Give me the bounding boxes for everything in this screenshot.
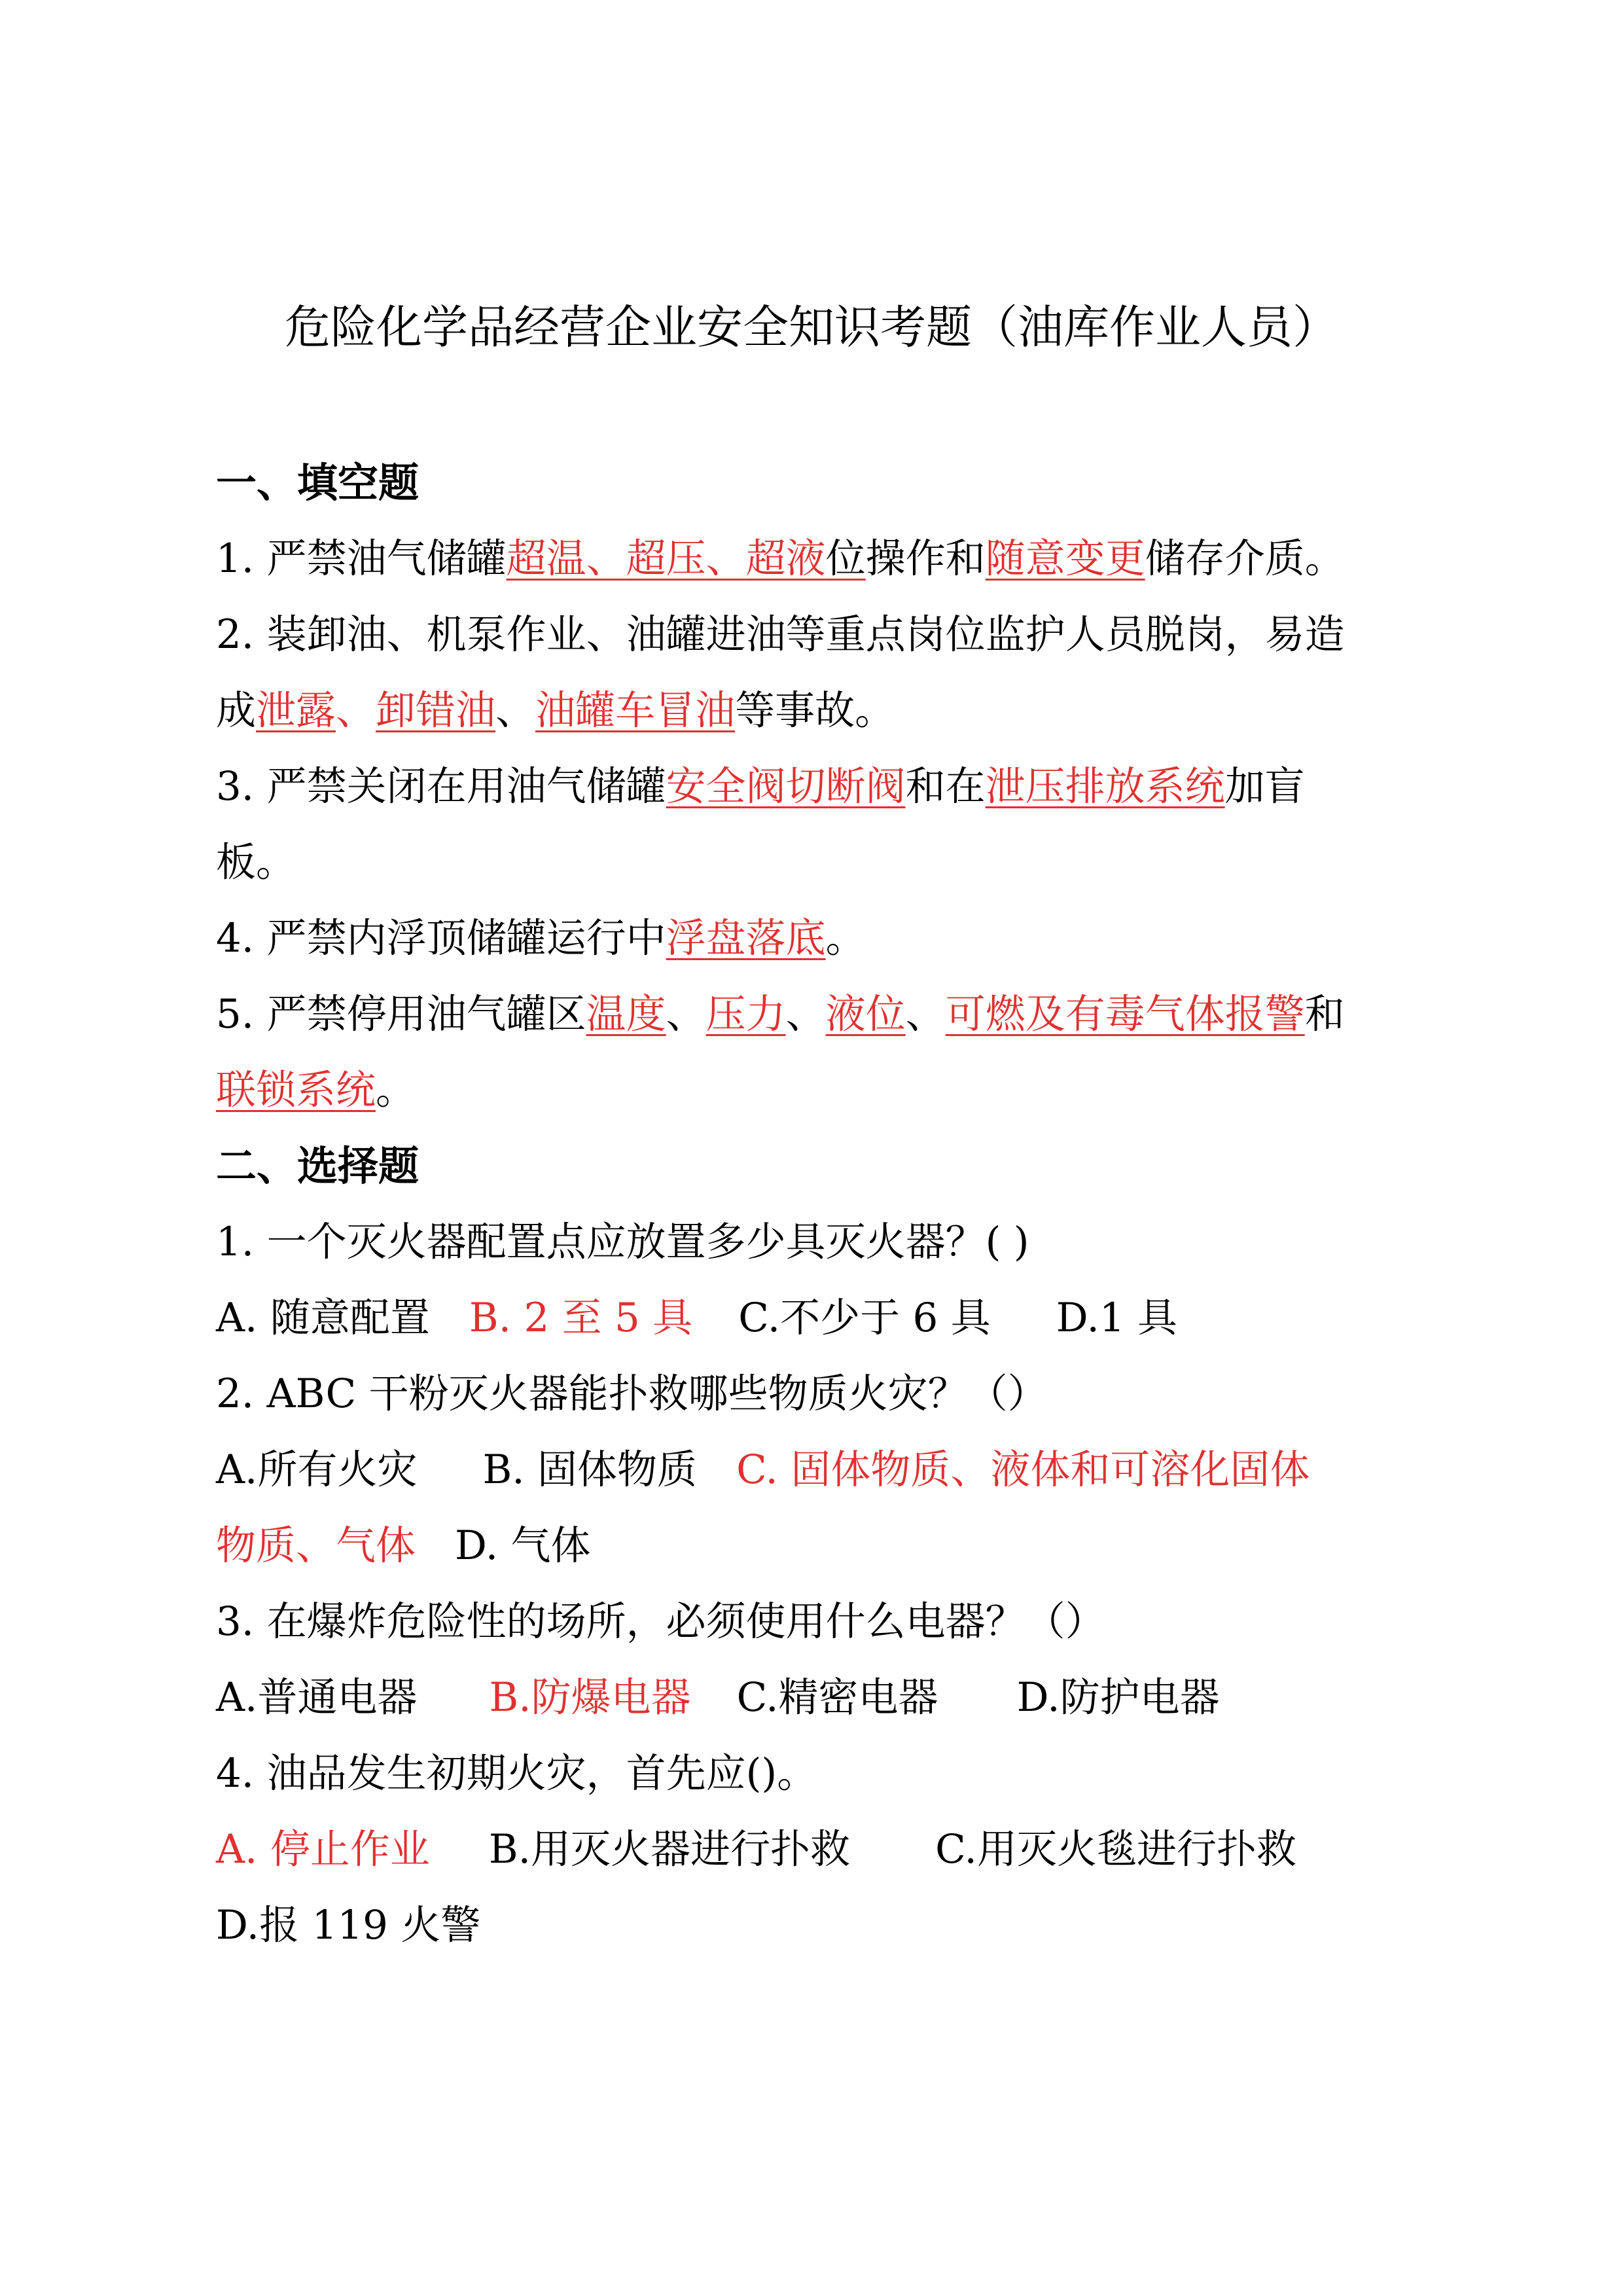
answer-separator: 、 bbox=[705, 535, 746, 582]
option-a: A.所有火灾 bbox=[216, 1446, 418, 1493]
answer-blank: 可燃及有毒气体报警 bbox=[945, 991, 1305, 1037]
answer-blank: 泄压排放系统 bbox=[985, 763, 1225, 810]
choice-question-1-stem: 1. 一个灭火器配置点应放置多少具灭火器？( ) bbox=[216, 1219, 1029, 1265]
fill-question-5-line-1 bbox=[216, 977, 1446, 1052]
document-title: 危险化学品经营企业安全知识考题（油库作业人员） bbox=[285, 300, 1338, 354]
option-a-correct: A. 停止作业 bbox=[216, 1826, 430, 1873]
question-text: 。 bbox=[376, 1067, 416, 1113]
fill-question-4 bbox=[216, 901, 1446, 977]
answer-blank: 超压 bbox=[626, 535, 706, 582]
answer-blank: 温度 bbox=[586, 991, 666, 1037]
choice-question-3-stem: 3. 在爆炸危险性的场所，必须使用什么电器？（） bbox=[216, 1598, 1105, 1645]
option-a: A.普通电器 bbox=[216, 1674, 418, 1721]
choice-question-1-options bbox=[216, 1280, 1446, 1356]
option-c-correct: C. 固体物质、液体和可溶化固体 bbox=[736, 1446, 1310, 1493]
answer-separator: 、 bbox=[495, 687, 536, 734]
option-b-correct: B. 2 至 5 具 bbox=[469, 1295, 693, 1341]
answer-blank: 随意变更 bbox=[985, 535, 1145, 582]
choice-question-4-options-line-2: D.报 119 火警 bbox=[216, 1902, 481, 1948]
question-text: 加盲 bbox=[1224, 763, 1305, 810]
choice-question-2-stem: 2. ABC 干粉灭火器能扑救哪些物质火灾？（） bbox=[216, 1371, 1048, 1417]
option-c-correct-continued: 物质、气体 bbox=[216, 1522, 416, 1569]
answer-blank: 超温 bbox=[506, 535, 586, 582]
choice-question-2-options-line-2 bbox=[216, 1508, 1446, 1584]
question-text: 和 bbox=[1304, 991, 1345, 1037]
section-heading-fill-in: 一、填空题 bbox=[216, 459, 419, 507]
question-text: 储存介质。 bbox=[1145, 535, 1345, 582]
question-text: 操作和 bbox=[865, 535, 986, 582]
fill-question-2-line-1: 2. 装卸油、机泵作业、油罐进油等重点岗位监护人员脱岗，易造 bbox=[216, 611, 1345, 658]
question-text: 位 bbox=[825, 535, 866, 582]
option-b: B.用灭火器进行扑救 bbox=[488, 1826, 851, 1873]
choice-question-4-stem: 4. 油品发生初期火灾，首先应()。 bbox=[216, 1750, 817, 1797]
choice-question-2-options-line-1 bbox=[216, 1432, 1446, 1508]
answer-separator: 、 bbox=[586, 535, 626, 582]
fill-question-5-line-2 bbox=[216, 1052, 1446, 1128]
answer-blank: 超液 bbox=[745, 535, 826, 582]
question-text: 5. 严禁停用油气罐区 bbox=[216, 991, 586, 1037]
option-d: D.防护电器 bbox=[1016, 1674, 1220, 1721]
answer-blank: 安全阀切断阀 bbox=[666, 763, 906, 810]
choice-question-3-options bbox=[216, 1660, 1446, 1736]
question-text: 等事故。 bbox=[735, 687, 895, 734]
option-a: A. 随意配置 bbox=[216, 1295, 430, 1341]
question-text: 。 bbox=[825, 915, 866, 961]
answer-separator: 、 bbox=[666, 991, 706, 1037]
option-c: C.用灭火毯进行扑救 bbox=[935, 1826, 1296, 1873]
answer-blank: 联锁系统 bbox=[216, 1067, 376, 1113]
option-d: D.1 具 bbox=[1056, 1295, 1178, 1341]
choice-question-4-options-line-1 bbox=[216, 1812, 1446, 1888]
fill-question-2-line-2 bbox=[216, 673, 1446, 749]
answer-separator: 、 bbox=[905, 991, 946, 1037]
fill-question-3-line-2: 板。 bbox=[216, 839, 296, 886]
option-c: C.不少于 6 具 bbox=[738, 1295, 991, 1341]
fill-question-3-line-1 bbox=[216, 749, 1446, 825]
option-b-correct: B.防爆电器 bbox=[489, 1674, 691, 1721]
option-b: B. 固体物质 bbox=[482, 1446, 698, 1493]
question-text: 成 bbox=[216, 687, 257, 734]
answer-blank: 卸错油 bbox=[376, 687, 496, 734]
answer-separator: 、 bbox=[785, 991, 826, 1037]
answer-separator: 、 bbox=[336, 687, 376, 734]
question-text: 4. 严禁内浮顶储罐运行中 bbox=[216, 915, 666, 961]
option-d: D. 气体 bbox=[455, 1522, 591, 1569]
fill-question-1 bbox=[216, 521, 1446, 597]
answer-blank: 液位 bbox=[825, 991, 906, 1037]
answer-blank: 泄露 bbox=[256, 687, 336, 734]
answer-blank: 压力 bbox=[705, 991, 786, 1037]
answer-blank: 油罐车冒油 bbox=[535, 687, 736, 734]
option-c: C.精密电器 bbox=[736, 1674, 938, 1721]
question-text: 和在 bbox=[905, 763, 986, 810]
answer-blank: 浮盘落底 bbox=[666, 915, 826, 961]
question-text: 1. 严禁油气储罐 bbox=[216, 535, 507, 582]
section-heading-multiple-choice: 二、选择题 bbox=[216, 1142, 419, 1190]
question-text: 3. 严禁关闭在用油气储罐 bbox=[216, 763, 666, 810]
